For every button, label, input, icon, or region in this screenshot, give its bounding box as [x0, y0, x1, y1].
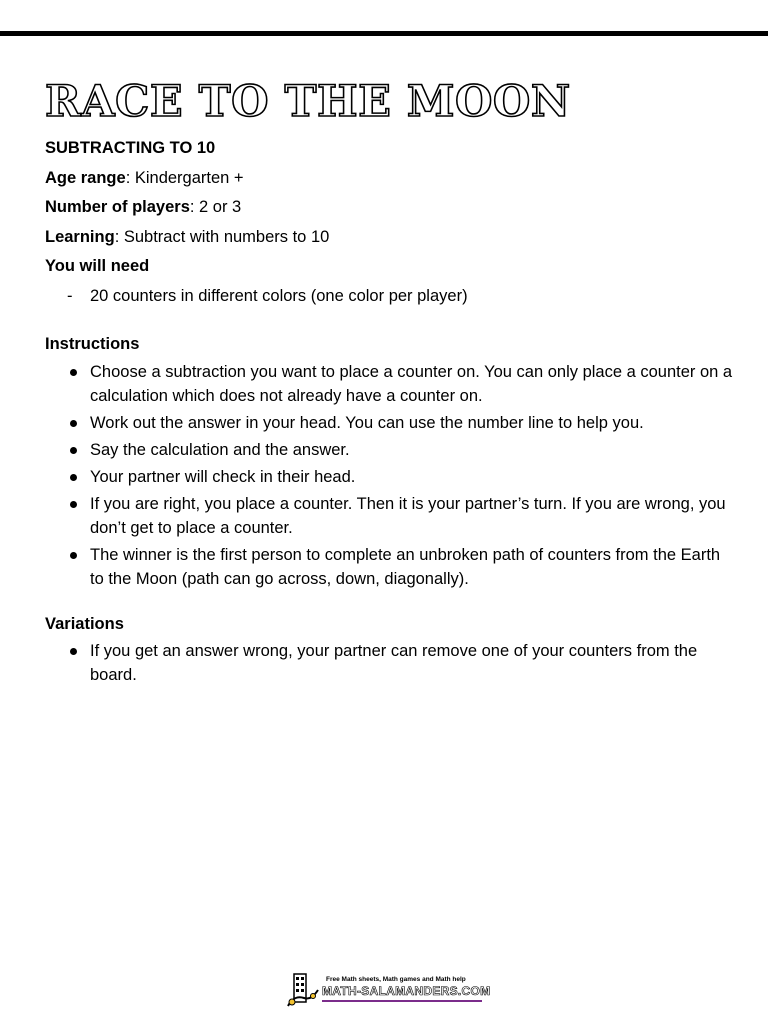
list-item-text: Choose a subtraction you want to place a counter on. You can only place a counter on a calculation which does not already have a counter on. [90, 362, 733, 405]
meta-learning [45, 223, 735, 253]
bullet-icon [70, 501, 77, 508]
need-item-text: 20 counters in different colors (one color per player) [90, 286, 468, 305]
content [45, 134, 735, 690]
bullet-icon [70, 474, 77, 481]
meta-value: : Kindergarten + [125, 168, 244, 187]
meta-value: : Subtract with numbers to 10 [114, 227, 330, 246]
dash-marker: - [67, 286, 73, 305]
list-item [45, 360, 735, 408]
list-item-text: Say the calculation and the answer. [90, 440, 350, 459]
variations-list [45, 639, 735, 687]
footer-underline [322, 1000, 482, 1002]
list-item [45, 543, 735, 591]
list-item-text: Your partner will check in their head. [90, 467, 356, 486]
meta-age-range [45, 164, 735, 194]
list-item-text: If you get an answer wrong, your partner can remove one of your counters from the board. [90, 642, 698, 684]
top-rule [0, 31, 768, 36]
bullet-icon [70, 369, 77, 376]
list-item [45, 411, 735, 435]
salamander-logo-icon [286, 972, 320, 1008]
bullet-icon [70, 447, 77, 454]
meta-value: : 2 or 3 [189, 198, 242, 216]
meta-label: Number of players [45, 198, 190, 216]
variations-heading: Variations [45, 614, 124, 633]
instructions-heading: Instructions [45, 335, 140, 353]
meta-label: Learning [45, 227, 115, 246]
list-item [45, 465, 735, 489]
footer-tagline: Free Math sheets, Math games and Math help [326, 976, 466, 983]
bullet-icon [70, 420, 77, 427]
page-title: RACE TO THE MOON [45, 77, 571, 127]
need-heading: You will need [45, 257, 150, 275]
bullet-icon [70, 552, 77, 559]
list-item-text: Work out the answer in your head. You can use the number line to help you. [90, 413, 644, 432]
list-item [45, 438, 735, 462]
meta-number-of-players [45, 193, 735, 223]
footer-site-name[interactable]: MATH-SALAMANDERS.COM [322, 984, 491, 998]
subtitle: SUBTRACTING TO 10 [45, 139, 216, 157]
need-item [45, 282, 735, 312]
footer-logo[interactable] [286, 972, 491, 1008]
list-item [45, 492, 735, 540]
list-item-text: If you are right, you place a counter. Then it is your partner’s turn. If you are wrong, you don’t get to place a counter. [90, 494, 726, 537]
list-item-text: The winner is the first person to complete an unbroken path of counters from the Earth to the Moon (path can go across, down, diagonally). [90, 545, 721, 588]
meta-label: Age range [45, 168, 126, 187]
instructions-list [45, 360, 735, 591]
bullet-icon [70, 648, 77, 655]
list-item [45, 639, 735, 687]
